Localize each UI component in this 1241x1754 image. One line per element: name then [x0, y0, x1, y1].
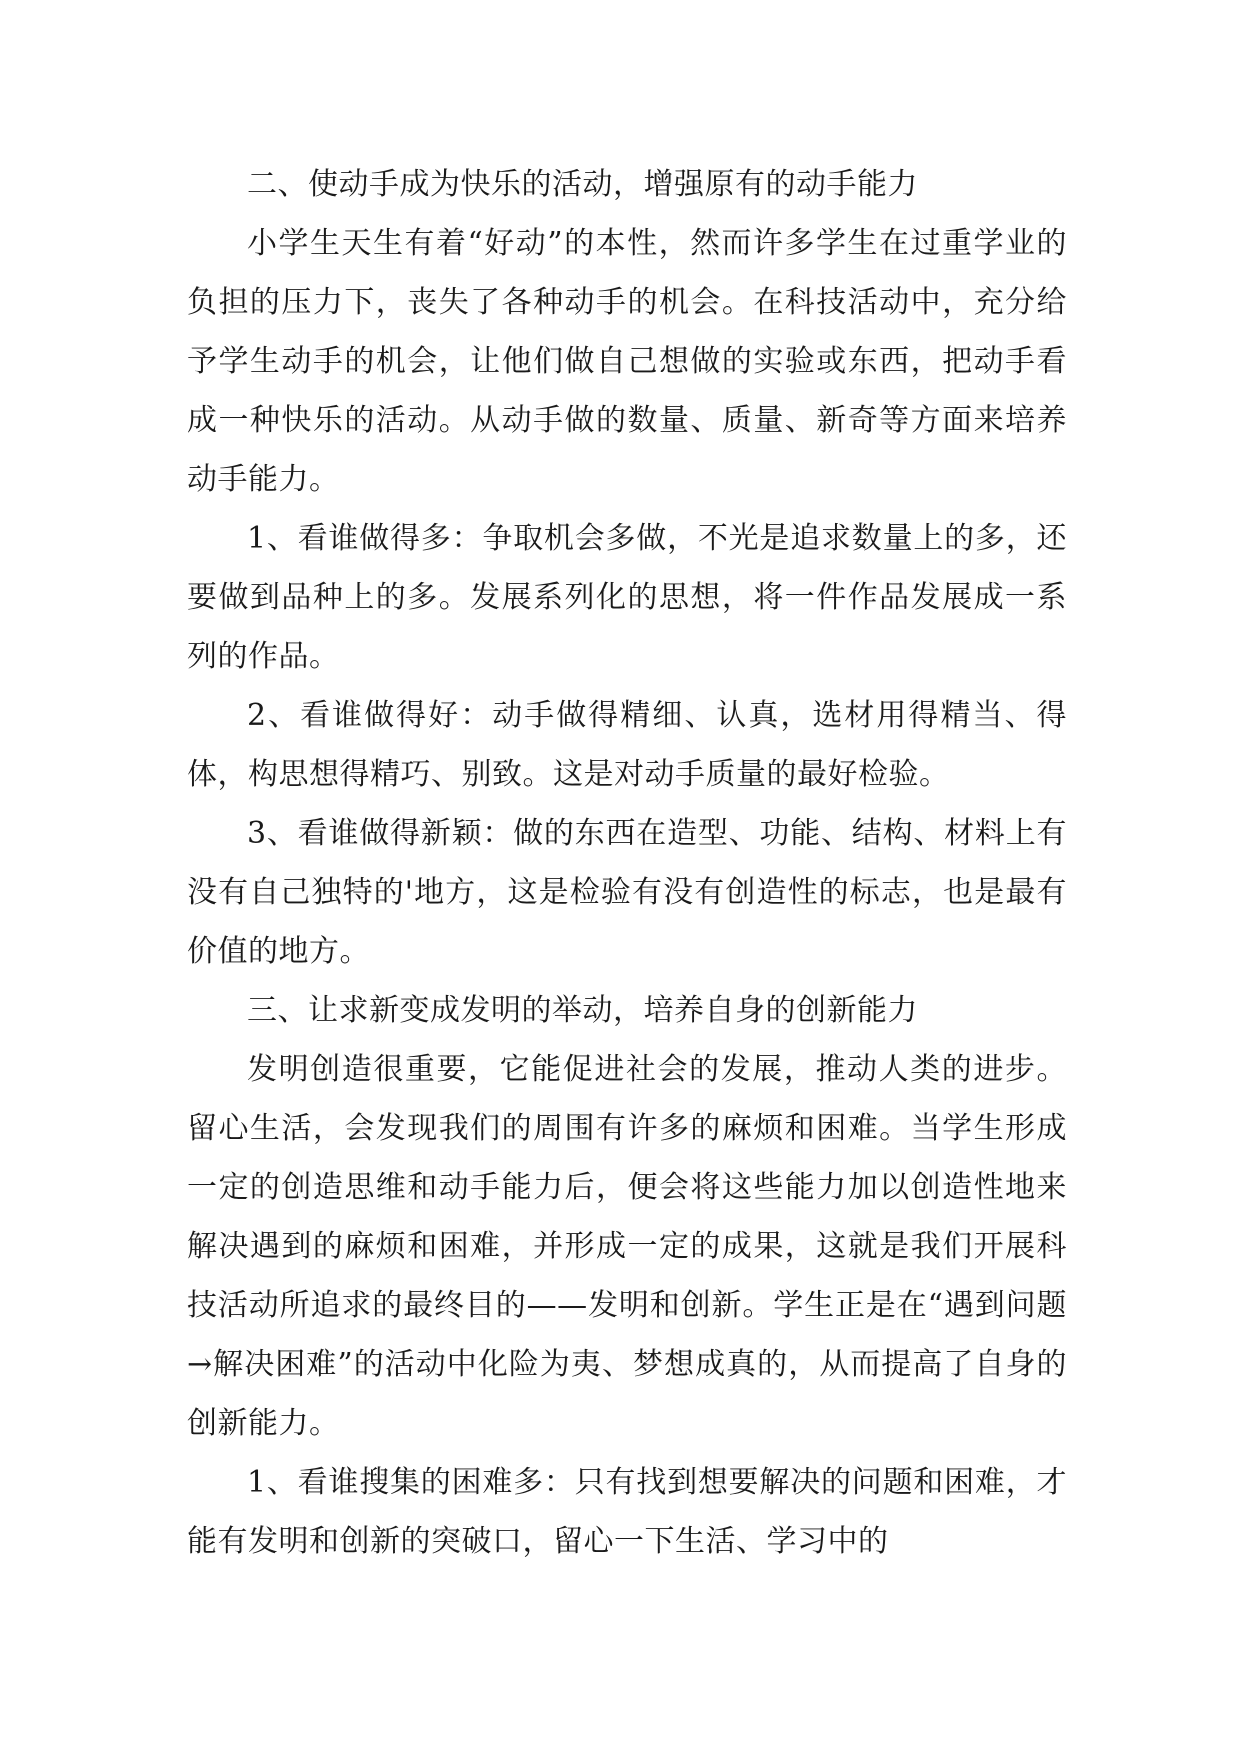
list-item-1: 1、看谁做得多：争取机会多做，不光是追求数量上的多，还要做到品种上的多。发展系列化的思想，将一件作品发展成一系列的作品。	[187, 521, 1067, 674]
body-paragraph: 小学生天生有着“好动”的本性，然而许多学生在过重学业的负担的压力下，丧失了各种动手的机会。在科技活动中，充分给予学生动手的机会，让他们做自己想做的实验或东西，把动手看成一种快乐的活动。从动手做的数量、质量、新奇等方面来培养动手能力。	[187, 226, 1067, 497]
list-item-2: 2、看谁做得好：动手做得精细、认真，选材用得精当、得体，构思想得精巧、别致。这是对动手质量的最好检验。	[187, 698, 1067, 792]
list-item-1: 1、看谁搜集的困难多：只有找到想要解决的问题和困难，才能有发明和创新的突破口，留心一下生活、学习中的	[187, 1465, 1067, 1559]
document-body	[187, 155, 1067, 1571]
body-paragraph: 发明创造很重要，它能促进社会的发展，推动人类的进步。留心生活，会发现我们的周围有许多的麻烦和困难。当学生形成一定的创造思维和动手能力后，便会将这些能力加以创造性地来解决遇到的麻烦和困难，并形成一定的成果，这就是我们开展科技活动所追求的最终目的——发明和创新。学生正是在“遇到问题→解决困难”的活动中化险为夷、梦想成真的，从而提高了自身的创新能力。	[187, 1052, 1067, 1441]
section-heading-2: 二、使动手成为快乐的活动，增强原有的动手能力	[247, 167, 918, 202]
list-item-3: 3、看谁做得新颖：做的东西在造型、功能、结构、材料上有没有自己独特的'地方，这是检验有没有创造性的标志，也是最有价值的地方。	[187, 816, 1067, 969]
section-heading-3: 三、让求新变成发明的举动，培养自身的创新能力	[247, 993, 918, 1028]
